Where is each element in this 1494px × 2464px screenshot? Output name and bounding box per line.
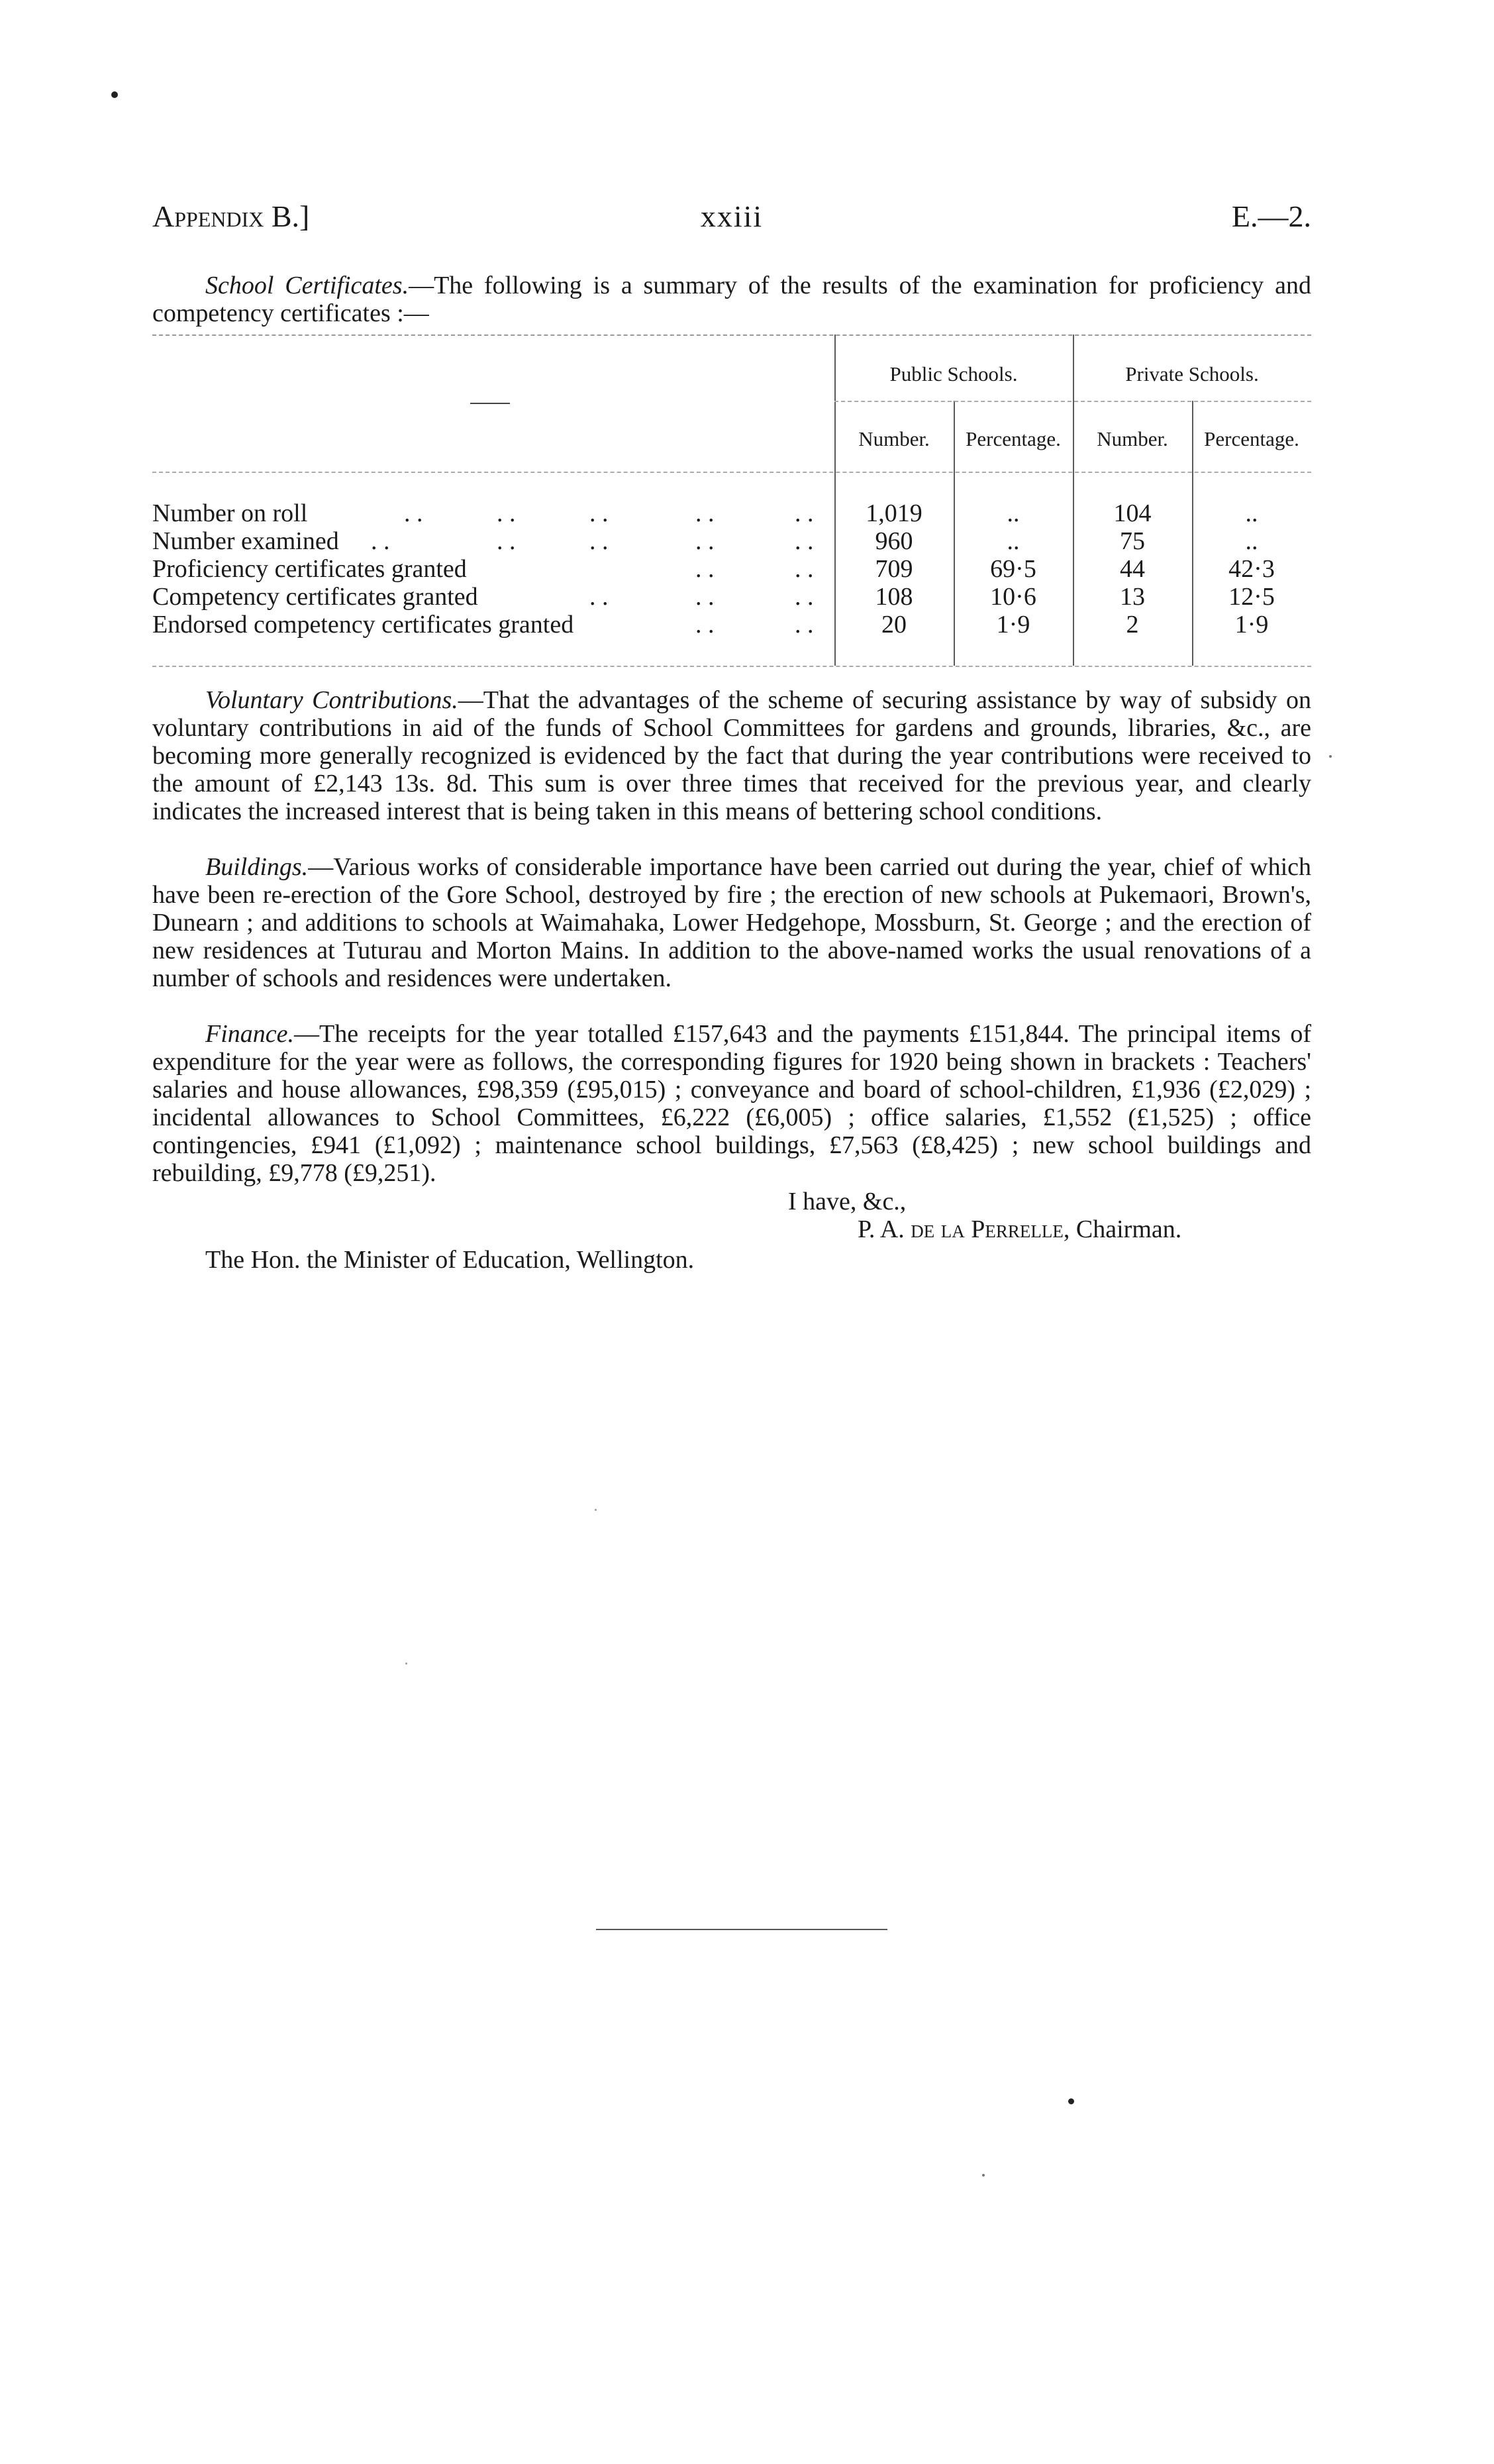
public-percentage-cell: 10·6 [990,583,1036,611]
leader-dots: . . . . [695,611,814,639]
signature-line [858,1215,1181,1244]
addressee-line: The Hon. the Minister of Education, Wellington. [205,1246,695,1274]
leader-dots: . . . . . . . . . . [371,527,814,555]
public-number-cell: 709 [875,555,913,583]
finance-heading: Finance. [205,1020,295,1048]
group-header-public: Public Schools. [889,362,1018,385]
scan-speck [595,1509,597,1511]
private-number-cell: 2 [1126,611,1139,639]
scan-speck [1329,755,1332,758]
subheader-private-percentage: Percentage. [1204,427,1299,450]
page-header [152,199,1311,238]
private-percentage-cell: 1·9 [1234,611,1269,639]
public-percentage-cell: 1·9 [996,611,1030,639]
intro-text: —The following is a summary of the results of the examination for proficiency and competency certificates :— [152,272,1311,327]
table-row [152,527,1311,553]
row-label: Endorsed competency certificates granted [152,611,574,639]
table-row [152,610,1311,637]
leader-dots: . . . . . . [589,583,814,611]
intro-paragraph [152,272,1311,327]
signature-role: , Chairman. [1063,1215,1182,1243]
public-percentage-cell: 69·5 [990,555,1036,583]
table-row [152,554,1311,581]
closing-line: I have, &c., [788,1188,907,1215]
scan-speck [405,1663,407,1665]
leader-dots: . . . . . . . . . . [404,499,814,527]
voluntary-heading: Voluntary Contributions. [205,686,458,714]
row-label: Competency certificates granted [152,583,478,611]
stub-header-dash [470,403,510,404]
group-header-private: Private Schools. [1125,362,1259,385]
private-number-cell: 44 [1120,555,1145,583]
buildings-text: —Various works of considerable importance have been carried out during the year, chief of which have been re-erection of the Gore School, destroyed by fire ; the erection of new schools at Pukemaori, Brown's, Dunearn ; and additions to schools at Waimahaka, Lower Hedgehope, Mossburn, St. George ; and the erection of new residences at Tuturau and Morton Mains. In addition to the above-named works the usual renovations of a number of schools and residences were undertaken. [152,853,1311,992]
signature-initials: P. A. [858,1215,905,1243]
public-number-cell: 1,019 [866,499,922,527]
public-number-cell: 108 [875,583,913,611]
row-label: Proficiency certificates granted [152,555,467,583]
signature-name: de la Perrelle [911,1215,1064,1243]
page-number: xxiii [700,199,764,233]
public-percentage-cell: .. [1007,527,1020,555]
buildings-heading: Buildings. [205,853,309,881]
voluntary-text: —That the advantages of the scheme of securing assistance by way of subsidy on voluntary contributions in aid of the funds of School Committees for gardens and grounds, libraries, &c., are becoming more generally recognized is evidenced by the fact that during the year contributions were received to the amount of £2,143 13s. 8d. This sum is over three times that received for the previous year, and clearly indicates the increased interest that is being taken in this means of bettering school conditions. [152,686,1311,825]
table-row [152,582,1311,609]
finance-paragraph [152,1020,1311,1187]
row-label: Number examined [152,527,339,555]
finance-text: —The receipts for the year totalled £157,643 and the payments £151,844. The principal items of expenditure for the year were as follows, the corresponding figures for 1920 being shown in brackets : Teachers' salaries and house allowances, £98,359 (£95,015) ; conveyance and board of school-children, £1,936 (£2,029) ; incidental allowances to School Committees, £6,222 (£6,005) ; office salaries, £1,552 (£1,525) ; office contingencies, £941 (£1,092) ; maintenance school buildings, £7,563 (£8,425) ; new school buildings and rebuilding, £9,778 (£9,251). [152,1020,1311,1187]
private-percentage-cell: .. [1245,527,1258,555]
private-percentage-cell: 12·5 [1228,583,1275,611]
private-number-cell: 104 [1113,499,1152,527]
private-percentage-cell: .. [1245,499,1258,527]
buildings-paragraph [152,853,1311,992]
appendix-label: Appendix B.] [152,199,310,233]
subheader-public-percentage: Percentage. [966,427,1061,450]
subheader-private-number: Number. [1097,427,1168,450]
document-code: E.—2. [1231,199,1311,233]
table-row [152,499,1311,525]
public-number-cell: 960 [875,527,913,555]
private-number-cell: 13 [1120,583,1145,611]
subheader-public-number: Number. [858,427,930,450]
row-label: Number on roll [152,499,308,527]
scan-speck [1068,2098,1074,2104]
intro-heading: School Certificates. [205,272,409,299]
public-percentage-cell: .. [1007,499,1020,527]
private-percentage-cell: 42·3 [1228,555,1275,583]
private-number-cell: 75 [1120,527,1145,555]
scan-speck [982,2174,985,2177]
voluntary-contributions-paragraph [152,686,1311,825]
certificates-table [152,334,1311,666]
scan-speck [111,91,118,98]
leader-dots: . . . . [695,555,814,583]
closing-rule [596,1929,887,1930]
public-number-cell: 20 [881,611,907,639]
